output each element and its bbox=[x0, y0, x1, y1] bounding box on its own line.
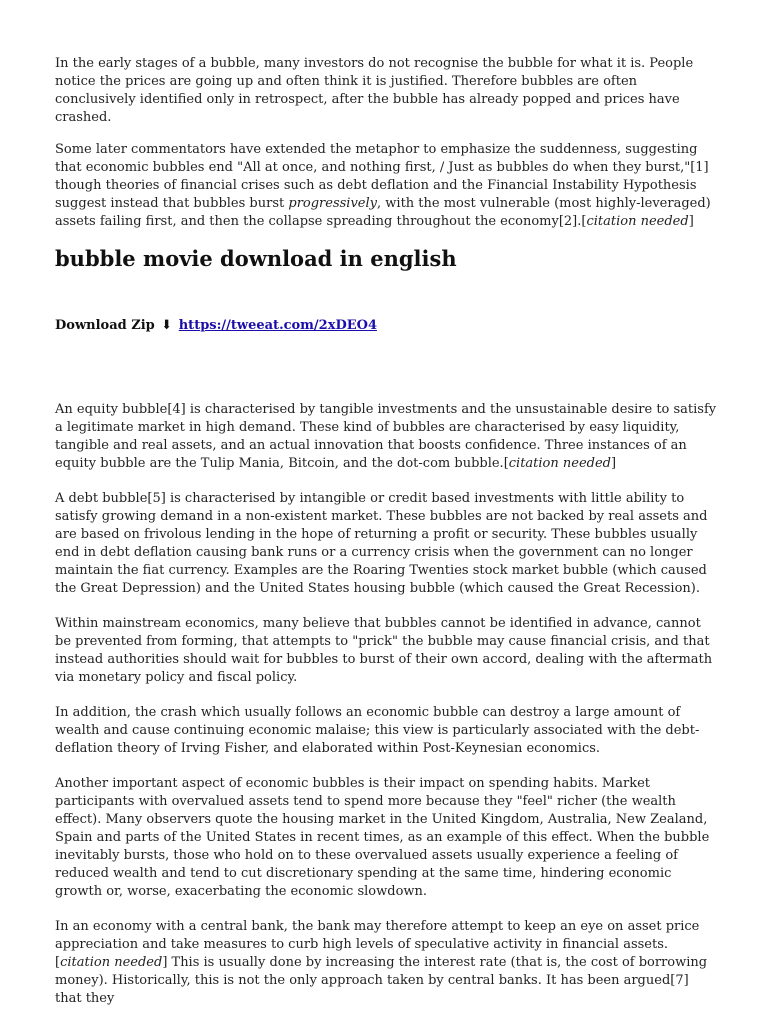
citation-needed: citation needed bbox=[60, 955, 163, 970]
citation-needed: citation needed bbox=[586, 214, 689, 229]
spacer bbox=[55, 335, 717, 401]
article-content bbox=[55, 55, 717, 1022]
equity-bubble-text-b: ] bbox=[611, 456, 617, 471]
download-link[interactable]: https://tweeat.com/2xDEO4 bbox=[178, 318, 378, 333]
emphasis-progressively: progressively bbox=[288, 196, 378, 211]
intro-paragraph-2-text-a: Some later commentators have extended the metaphor to emphasize the suddenness, suggesting that economic bubbles end "All at once, and nothing first, / Just as bubbles do when they burst,"[1] though theories of financial crises such as debt deflation and the Financial Instability Hypothesis suggest instead that bubbles burst bbox=[55, 142, 709, 211]
intro-paragraph-1-text: In the early stages of a bubble, many investors do not recognise the bubble for what it is. People notice the prices are going up and often think it is justified. Therefore bubbles are often conclusively identified only in retrospect, after the bubble has already popped and prices have crashed. bbox=[55, 56, 694, 125]
citation-needed: citation needed bbox=[508, 456, 611, 471]
crash-paragraph: In addition, the crash which usually follows an economic bubble can destroy a large amount of wealth and cause continuing economic malaise; this view is particularly associated with the debt-deflation theory of Irving Fisher, and elaborated within Post-Keynesian economics. bbox=[55, 705, 700, 756]
central-bank-text-a: In an economy with a central bank, the bank may therefore attempt to keep an eye on asset price appreciation and take measures to curb high levels of speculative activity in financial assets.[ bbox=[55, 919, 700, 970]
page-heading: bubble movie download in english bbox=[55, 246, 457, 271]
intro-paragraph-2-text-c: ] bbox=[688, 214, 694, 229]
download-line bbox=[55, 317, 717, 335]
equity-bubble-text-a: An equity bubble[4] is characterised by tangible investments and the unsustainable desire to satisfy a legitimate market in high demand. These kind of bubbles are characterised by easy liquidity, tangible and real assets, and an actual innovation that boosts confidence. Three instances of an equity bubble are the Tulip Mania, Bitcoin, and the dot-com bubble.[ bbox=[55, 402, 717, 471]
download-glyph-icon: ⬇ bbox=[161, 318, 173, 333]
intro-paragraph-2 bbox=[55, 141, 717, 231]
central-bank-text-b: ] This is usually done by increasing the interest rate (that is, the cost of borrowing money). Historically, this is not the only approach taken by central banks. It has been argued[7] that they bbox=[55, 955, 708, 1006]
spending-habits-paragraph: Another important aspect of economic bubbles is their impact on spending habits. Market participants with overvalued assets tend to spend more because they "feel" richer (the wealth effect). Many observers quote the housing market in the United Kingdom, Australia, New Zealand, Spain and parts of the United States in recent times, as an example of this effect. When the bubble inevitably bursts, those who hold on to these overvalued assets usually experience a feeling of reduced wealth and tend to cut discretionary spending at the same time, hindering economic growth or, worse, exacerbating the economic slowdown. bbox=[55, 776, 710, 899]
debt-bubble-paragraph: A debt bubble[5] is characterised by intangible or credit based investments with little ability to satisfy growing demand in a non-existent market. These bubbles are not backed by real assets and are based on frivolous lending in the hope of returning a profit or security. These bubbles usually end in debt deflation causing bank runs or a currency crisis when the government can no longer maintain the fiat currency. Examples are the Roaring Twenties stock market bubble (which caused the Great Depression) and the United States housing bubble (which caused the Great Recession). bbox=[55, 491, 708, 596]
equity-bubble-paragraph bbox=[55, 401, 717, 473]
central-bank-paragraph bbox=[55, 918, 717, 1008]
mainstream-economics-paragraph: Within mainstream economics, many believe that bubbles cannot be identified in advance, cannot be prevented from forming, that attempts to "prick" the bubble may cause financial crisis, and that instead authorities should wait for bubbles to burst of their own accord, dealing with the aftermath via monetary policy and fiscal policy. bbox=[55, 616, 713, 685]
intro-paragraph-1 bbox=[55, 55, 717, 127]
intro-paragraph-2-text-b: , with the most vulnerable (most highly-leveraged) assets failing first, and then the collapse spreading throughout the economy[2].[ bbox=[55, 196, 711, 229]
download-label: Download Zip bbox=[55, 318, 155, 333]
